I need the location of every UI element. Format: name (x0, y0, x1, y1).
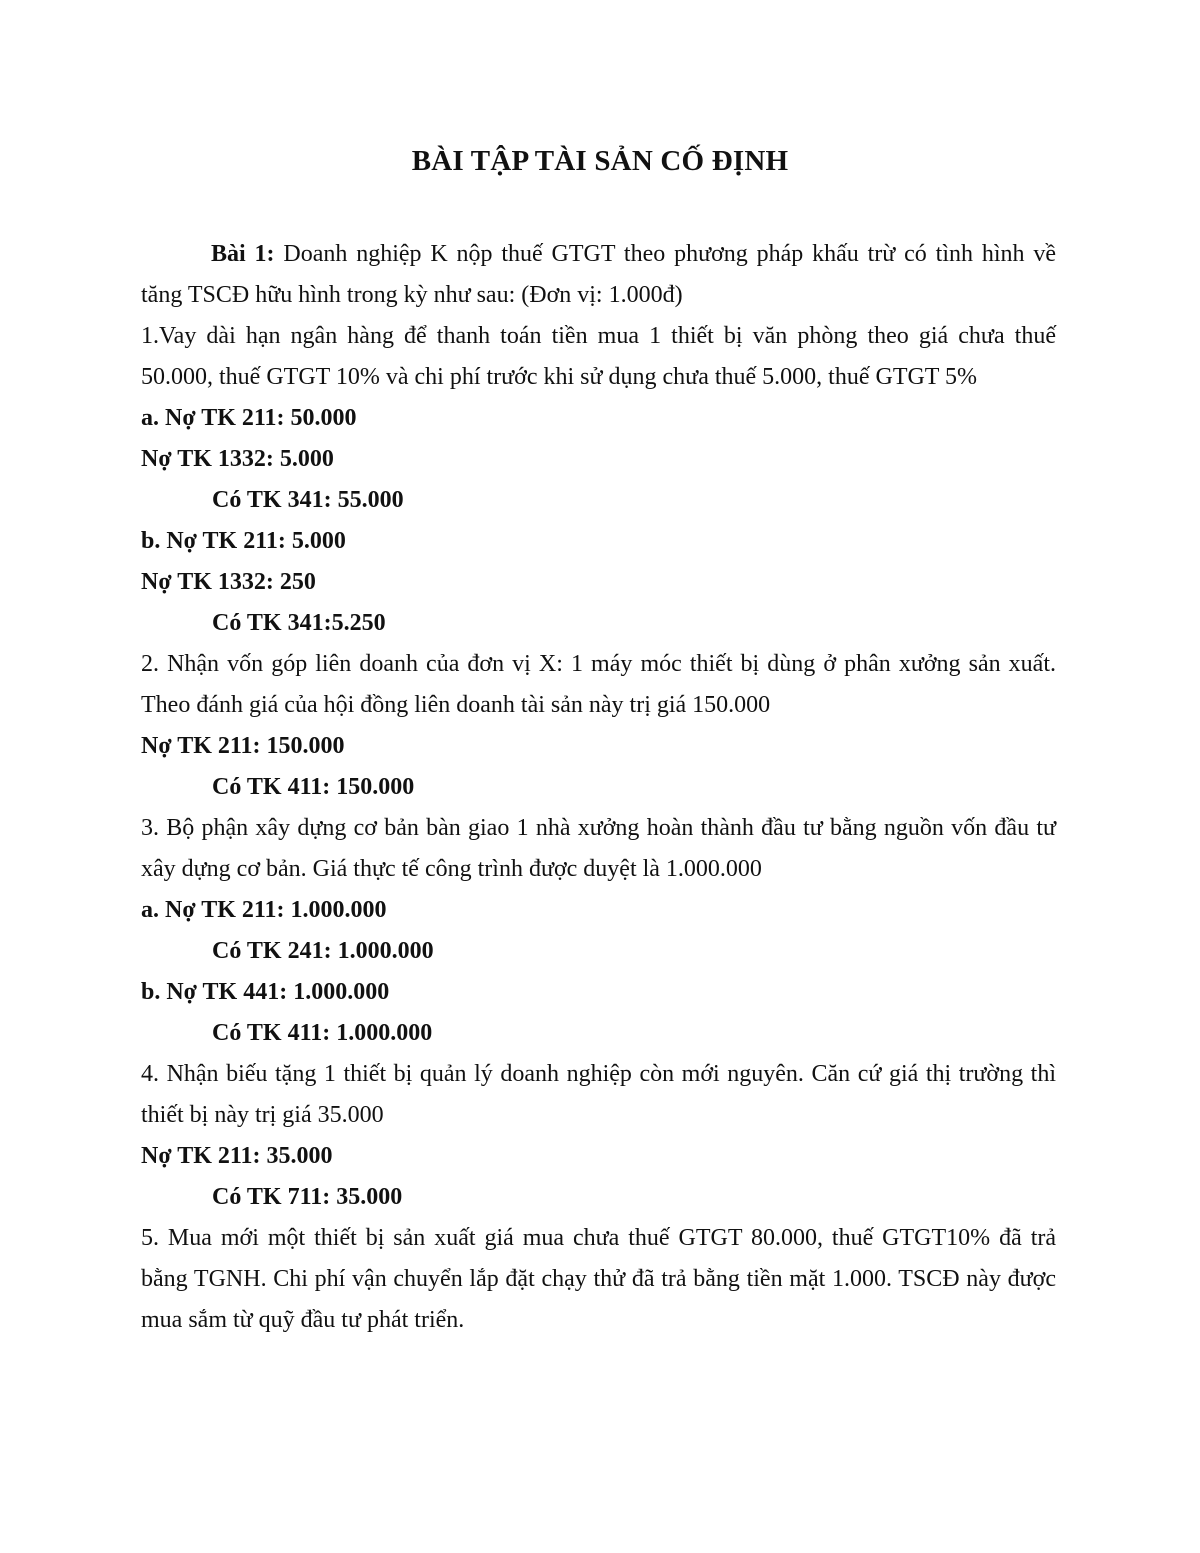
item-1-entry-debit-b: b. Nợ TK 211: 5.000 (141, 528, 346, 554)
item-1-entry-debit-vat-a: Nợ TK 1332: 5.000 (141, 446, 334, 472)
item-1-text: 1.Vay dài hạn ngân hàng để thanh toán tiền mua 1 thiết bị văn phòng theo giá chưa thuế 50.000, thuế GTGT 10% và chi phí trước khi sử dụng chưa thuế 5.000, thuế GTGT 5% (141, 323, 1056, 390)
item-5-text: 5. Mua mới một thiết bị sản xuất giá mua chưa thuế GTGT 80.000, thuế GTGT10% đã trả bằng TGNH. Chi phí vận chuyển lắp đặt chạy thử đã trả bằng tiền mặt 1.000. TSCĐ này được mua sắm từ quỹ đầu tư phát triển. (141, 1225, 1056, 1333)
item-4-entry-debit: Nợ TK 211: 35.000 (141, 1143, 333, 1169)
item-3-entry-credit-a: Có TK 241: 1.000.000 (212, 938, 434, 964)
item-3-entry-debit-a: a. Nợ TK 211: 1.000.000 (141, 897, 387, 923)
exercise-label: Bài 1: (211, 241, 275, 267)
exercise-intro (141, 234, 1056, 316)
item-3-entry-debit-b: b. Nợ TK 441: 1.000.000 (141, 979, 390, 1005)
item-2-entry-credit: Có TK 411: 150.000 (212, 774, 415, 800)
item-2-entry-debit: Nợ TK 211: 150.000 (141, 733, 345, 759)
item-1-entry-credit-b: Có TK 341:5.250 (212, 610, 386, 636)
document-title: BÀI TẬP TÀI SẢN CỐ ĐỊNH (411, 145, 789, 177)
item-4-entry-credit: Có TK 711: 35.000 (212, 1184, 403, 1210)
item-3-text: 3. Bộ phận xây dựng cơ bản bàn giao 1 nhà xưởng hoàn thành đầu tư bằng nguồn vốn đầu tư xây dựng cơ bản. Giá thực tế công trình được duyệt là 1.000.000 (141, 815, 1056, 882)
item-4-text: 4. Nhận biếu tặng 1 thiết bị quản lý doanh nghiệp còn mới nguyên. Căn cứ giá thị trường thì thiết bị này trị giá 35.000 (141, 1061, 1056, 1128)
item-3-entry-credit-b: Có TK 411: 1.000.000 (212, 1020, 433, 1046)
item-1-entry-debit-a: a. Nợ TK 211: 50.000 (141, 405, 357, 431)
item-1-entry-debit-vat-b: Nợ TK 1332: 250 (141, 569, 316, 595)
item-2-text: 2. Nhận vốn góp liên doanh của đơn vị X: 1 máy móc thiết bị dùng ở phân xưởng sản xuất. Theo đánh giá của hội đồng liên doanh tài sản này trị giá 150.000 (141, 651, 1056, 718)
exercise-intro-text: Doanh nghiệp K nộp thuế GTGT theo phương pháp khấu trừ có tình hình về tăng TSCĐ hữu hình trong kỳ như sau: (Đơn vị: 1.000đ) (141, 241, 1056, 308)
document-body (141, 234, 1056, 1341)
item-1-entry-credit-a: Có TK 341: 55.000 (212, 487, 404, 513)
